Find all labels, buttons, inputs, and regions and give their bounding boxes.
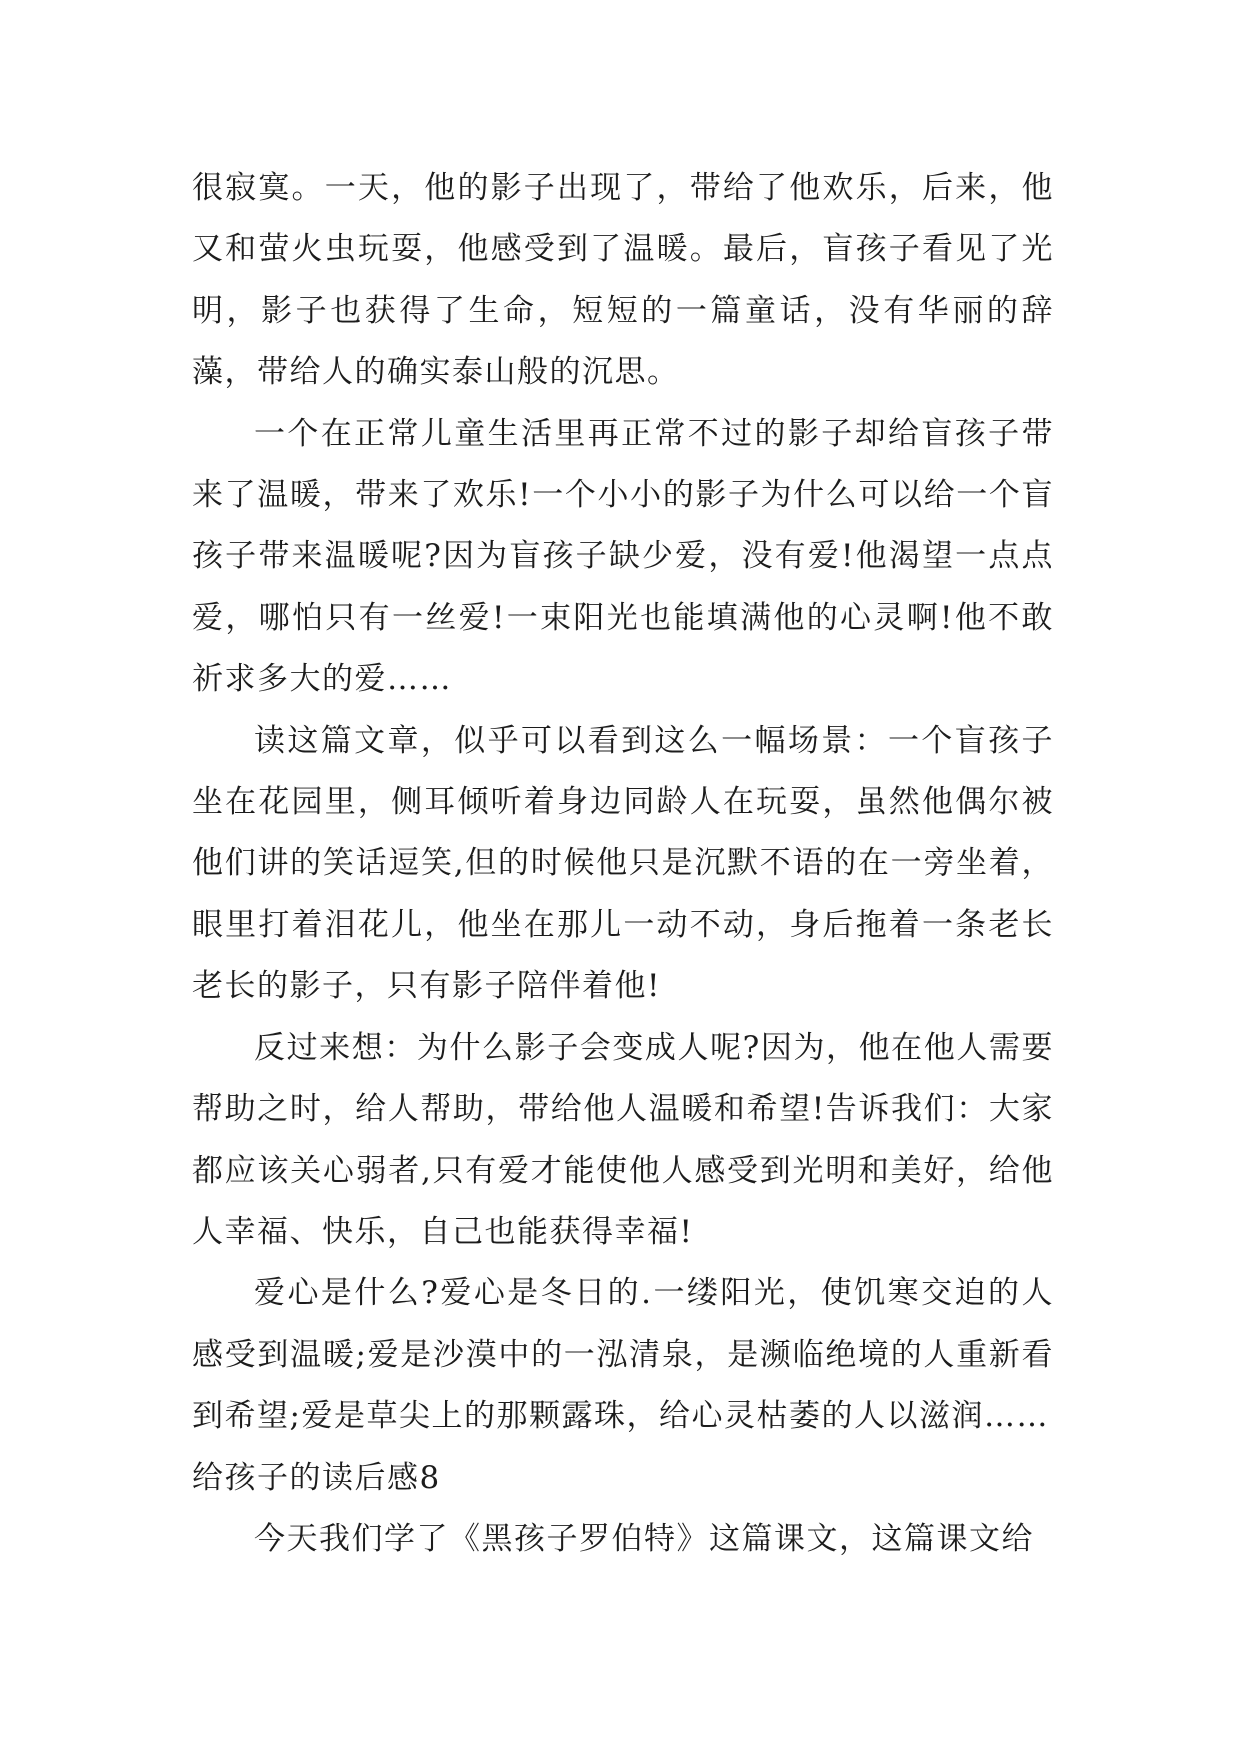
- paragraph: 反过来想：为什么影子会变成人呢?因为，他在他人需要帮助之时，给人帮助，带给他人温暖和希望!告诉我们：大家都应该关心弱者,只有爱才能使他人感受到光明和美好，给他人幸福、快乐，自己也能获得幸福!: [192, 1029, 1054, 1250]
- paragraph-continued: 很寂寞。一天，他的影子出现了，带给了他欢乐，后来，他又和萤火虫玩耍，他感受到了温暖。最后，盲孩子看见了光明，影子也获得了生命，短短的一篇童话，没有华丽的辞藻，带给人的确实泰山般的沉思。: [192, 170, 1054, 391]
- document-page: [192, 158, 1054, 1570]
- paragraph: 今天我们学了《黑孩子罗伯特》这篇课文，这篇课文给: [254, 1520, 1034, 1557]
- paragraph: 爱心是什么?爱心是冬日的.一缕阳光，使饥寒交迫的人感受到温暖;爱是沙漠中的一泓清泉，是濒临绝境的人重新看到希望;爱是草尖上的那颗露珠，给心灵枯萎的人以滋润……: [192, 1275, 1054, 1435]
- section-heading: 给孩子的读后感8: [192, 1459, 441, 1496]
- paragraph: 读这篇文章，似乎可以看到这么一幅场景：一个盲孩子坐在花园里，侧耳倾听着身边同龄人在玩耍，虽然他偶尔被他们讲的笑话逗笑,但的时候他只是沉默不语的在一旁坐着，眼里打着泪花儿，他坐在那儿一动不动，身后拖着一条老长老长的影子，只有影子陪伴着他!: [192, 722, 1054, 1005]
- paragraph: 一个在正常儿童生活里再正常不过的影子却给盲孩子带来了温暖，带来了欢乐!一个小小的影子为什么可以给一个盲孩子带来温暖呢?因为盲孩子缺少爱，没有爱!他渴望一点点爱，哪怕只有一丝爱!一束阳光也能填满他的心灵啊!他不敢祈求多大的爱……: [192, 415, 1054, 698]
